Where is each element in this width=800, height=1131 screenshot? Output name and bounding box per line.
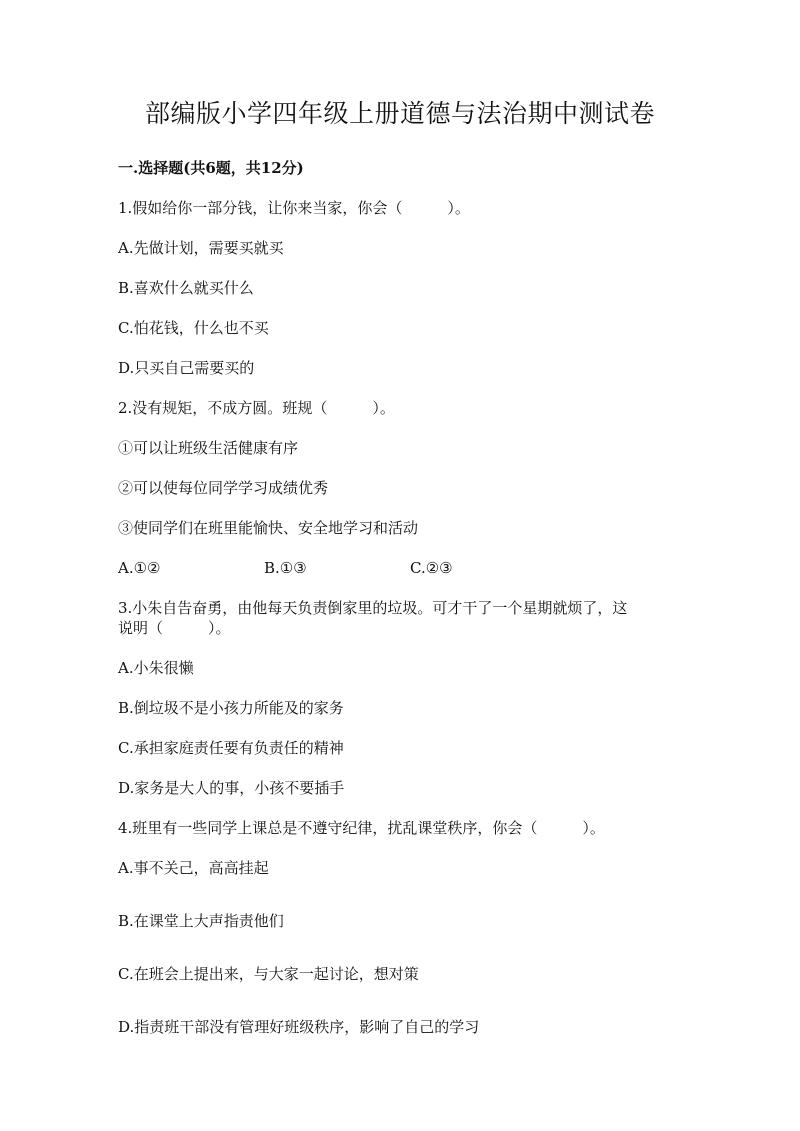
question-4-option-c: C.在班会上提出来，与大家一起讨论，想对策 (118, 965, 419, 983)
question-3-option-d: D.家务是大人的事，小孩不要插手 (118, 779, 345, 797)
question-2-options (118, 558, 682, 578)
question-1-option-b: B.喜欢什么就买什么 (118, 279, 254, 297)
question-2-option-c: C.②③ (410, 559, 453, 577)
section-heading: 一.选择题(共6题，共12分) (118, 159, 304, 177)
question-3-stem-line-2: 说明（ ）。 (118, 619, 231, 637)
question-1-option-c: C.怕花钱，什么也不买 (118, 319, 269, 337)
question-4-option-b: B.在课堂上大声指责他们 (118, 912, 284, 930)
question-1-option-d: D.只买自己需要买的 (118, 359, 255, 377)
question-2-stem: 2.没有规矩，不成方圆。班规（ ）。 (118, 399, 395, 417)
question-2-statement-1: ①可以让班级生活健康有序 (118, 439, 299, 457)
question-2-statement-3: ③使同学们在班里能愉快、安全地学习和活动 (118, 519, 419, 537)
question-2-option-b: B.①③ (264, 559, 307, 577)
question-1-stem: 1.假如给你一部分钱，让你来当家，你会（ ）。 (118, 199, 470, 217)
question-2-option-a: A.①② (118, 559, 161, 577)
question-1-option-a: A.先做计划，需要买就买 (118, 239, 284, 257)
question-4-option-d: D.指责班干部没有管理好班级秩序，影响了自己的学习 (118, 1018, 480, 1036)
question-3-stem (118, 598, 682, 638)
question-3-stem-line-1: 3.小朱自告奋勇，由他每天负责倒家里的垃圾。可才干了一个星期就烦了，这 (118, 599, 628, 617)
question-3-option-a: A.小朱很懒 (118, 659, 194, 677)
question-3-option-b: B.倒垃圾不是小孩力所能及的家务 (118, 699, 344, 717)
question-4-stem: 4.班里有一些同学上课总是不遵守纪律，扰乱课堂秩序，你会（ ）。 (118, 819, 605, 837)
page-title: 部编版小学四年级上册道德与法治期中测试卷 (144, 99, 655, 128)
question-4-option-a: A.事不关己，高高挂起 (118, 859, 269, 877)
question-2-statement-2: ②可以使每位同学学习成绩优秀 (118, 479, 329, 497)
question-3-option-c: C.承担家庭责任要有负责任的精神 (118, 739, 344, 757)
